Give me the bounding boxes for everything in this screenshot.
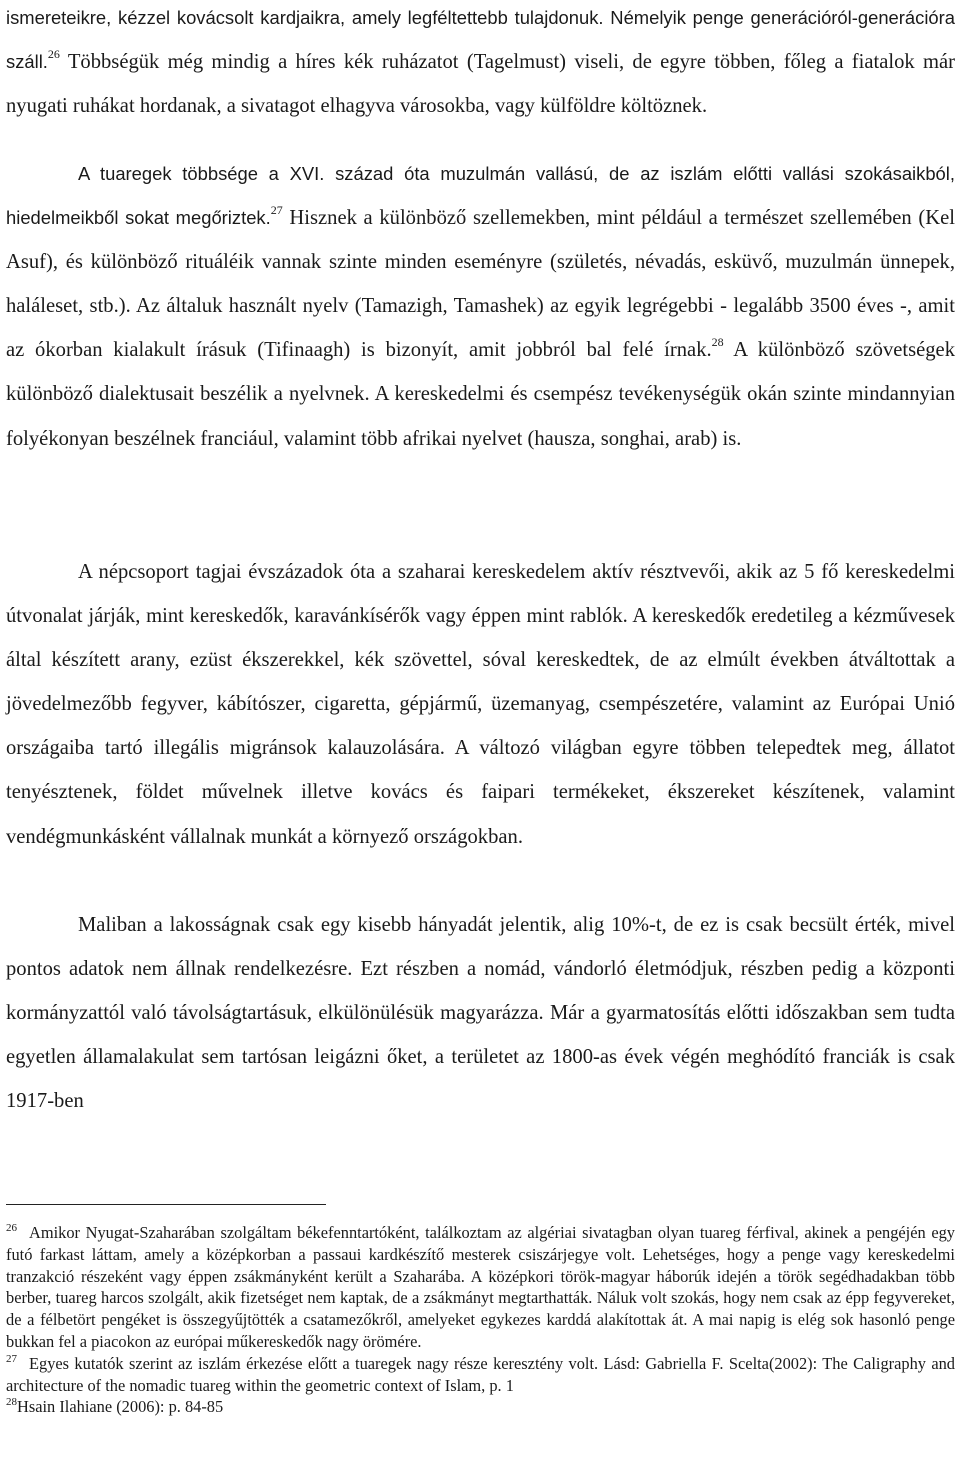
footnote-28 (6, 1396, 955, 1418)
paragraph-2-text-d: A különböző szövetségek különböző dialektusait beszélik a nyelvnek. A kereskedelmi és csempész tevékenységük okán szinte mindannyian folyékonyan beszélnek franciául, valamint több afrikai nyelvet (hausza, songhai, arab) is. (6, 339, 955, 450)
paragraph-1-text-a: ismereteikre, kézzel kovácsolt kardjaikra, amely legféltettebb tulajdonuk. Némelyik penge generációról-generációra száll. (6, 7, 955, 73)
paragraph-2-text-a: A tuaregek többsége a XVI. (78, 163, 325, 184)
paragraph-2 (6, 152, 955, 461)
paragraph-1 (6, 0, 955, 128)
footnote-number: 28 (6, 1396, 17, 1409)
footnote-ref-26[interactable]: 26 (47, 47, 60, 62)
paragraph-1-text-b: Többségük még mindig a híres kék ruházatot (Tagelmust) viseli, de egyre többen, főleg a fiatalok már nyugati ruhákat hordanak, a sivatagot elhagyva városokba, vagy külföldre költöznek. (6, 51, 955, 118)
footnote-ref-28[interactable]: 28 (711, 335, 724, 350)
footnote-text: Egyes kutatók szerint az iszlám érkezése előtt a tuaregek nagy része keresztény volt. Lásd: Gabriella F. Scelta(2002): The Caligraphy and architecture of the nomadic tuareg within the geometric context of Islam, p. 1 (6, 1353, 955, 1395)
paragraph-4: Maliban a lakosságnak csak egy kisebb hányadát jelentik, alig 10%-t, de ez is csak becsült érték, mivel pontos adatok nem állnak rendelkezésre. Ezt részben a nomád, vándorló életmódjuk, részben pedig a központi kormányzattól való távolságtartásuk, elkülönülésük magyarázza. Már a gyarmatosítás előtti időszakban sem tudta egyetlen államalakulat sem tartósan leigázni őket, a területet az 1800-as évek végén meghódító franciák is csak 1917-ben (6, 914, 955, 1113)
footnote-separator (6, 1204, 326, 1205)
footnote-number: 26 (6, 1222, 17, 1234)
footnote-26 (6, 1222, 955, 1353)
footnote-text: Amikor Nyugat-Szaharában szolgáltam békefenntartóként, találkoztam az algériai sivatagban olyan tuareg férfival, akinek a pengéjén egy futó farkast láttam, amely a középkorban a passaui kardkészítő mesterek csiszárjegye volt. Lehetséges, hogy a penge vagy kereskedelmi tranzakció részeként vagy éppen zsákmányként került a Szaharába. A középkori török-magyar háborúk idején a török segédhadakban több berber, tuareg harcos szolgált, akik fizetséget nem kaptak, de a zsákmányt megtarthatták. Náluk volt szokás, hogy nem csak az épp fegyvereket, de a félbetört pengéket is összegyűjtötték a csatamezőkről, amelyeket egykezes karddá alakítottak át. A mai napig is elég sok hasonló penge bukkan fel a piacokon az európai műkereskedők nagy örömére. (6, 1223, 955, 1351)
paragraph-2-text-b: század óta muzulmán vallású, de az iszlám előtti vallási szokásaikból, hiedelmeikből sokat megőriztek. (6, 163, 955, 229)
footnote-ref-27[interactable]: 27 (270, 203, 283, 218)
footnote-text: Hsain Ilahiane (2006): p. 84-85 (17, 1397, 224, 1417)
footnote-27 (6, 1353, 955, 1397)
footnotes (6, 1222, 955, 1418)
paragraph-2-text-c: Hisznek a különböző szellemekben, mint például a természet szellemében (Kel Asuf), és különböző rituáléik vannak szinte minden eseményre (születés, névadás, esküvő, muzulmán ünnepek, haláleset, stb.). Az általuk használt nyelv (Tamazigh, Tamashek) az egyik legrégebbi - legalább 3500 éves -, amit az ókorban kialakult írásuk (Tifinaagh) is bizonyít, amit jobbról bal felé írnak. (6, 207, 955, 362)
footnote-number: 27 (6, 1352, 17, 1365)
paragraph-3: A népcsoport tagjai évszázadok óta a szaharai kereskedelem aktív résztvevői, akik az 5 fő kereskedelmi útvonalat járják, mint kereskedők, karavánkísérők vagy éppen mint rablók. A kereskedők eredetileg a kézművesek által készített arany, ezüst ékszerekkel, kék szövettel, sóval kereskedtek, de az elmúlt években átváltottak a jövedelmezőbb fegyver, kábítószer, cigaretta, gépjármű, üzemanyag, csempészetére, valamint az Európai Unió országaiba tartó illegális migránsok kalauzolására. A változó világban egyre többen telepedtek meg, állatot tenyésztenek, földet művelnek illetve kovács és faipari termékeket, ékszereket készítenek, valamint vendégmunkásként vállalnak munkát a környező országokban. (6, 561, 955, 848)
